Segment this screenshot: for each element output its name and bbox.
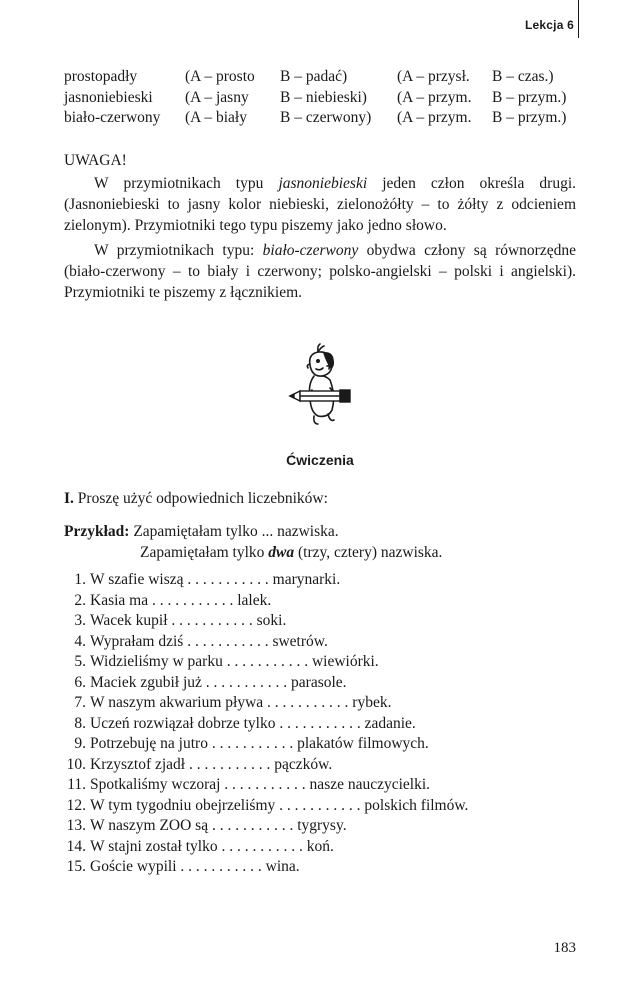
example-text: (trzy, cztery) nazwiska. (294, 544, 443, 561)
type-a: (A – przym. (397, 88, 472, 106)
note-example-word: jasnoniebieski (278, 175, 368, 192)
note-text: W przymiotnikach typu (94, 175, 279, 192)
part-b: B – niebieski) (280, 88, 367, 106)
task-number: I. (64, 490, 74, 507)
exercise-item: 2. Kasia ma . . . . . . . . . . . lalek. (74, 591, 272, 609)
type-b: B – przym.) (492, 88, 567, 106)
example-line-1: Zapamiętałam tylko ... nazwiska. (129, 523, 339, 540)
exercise-item: 15. Goście wypili . . . . . . . . . . . wina. (66, 858, 300, 875)
part-b: B – padać) (280, 68, 348, 85)
type-a: (A – przysł. (397, 68, 470, 85)
note-text: obydwa człony są równorzędne (biało-czerwony – to biały i czerwony; polsko-angielski – polski i angielski). Przymiotniki te piszemy z łącznikiem. (64, 242, 576, 301)
example-text: Zapamiętałam tylko (140, 544, 269, 561)
compound-word: jasnoniebieski (64, 88, 153, 106)
compound-word: biało-czerwony (64, 109, 161, 126)
section-title: Ćwiczenia (286, 452, 354, 468)
exercise-item: 9. Potrzebuję na jutro . . . . . . . . . . . plakatów filmowych. (74, 735, 429, 752)
header-rule (578, 0, 580, 38)
note-paragraph-2 (64, 240, 576, 303)
exercise-item: 6. Maciek zgubił już . . . . . . . . . . . parasole. (74, 673, 347, 691)
exercise-item: 10. Krzysztof zjadł . . . . . . . . . . . pączków. (66, 755, 333, 773)
example-line-2 (64, 542, 442, 563)
boy-with-pencil-illustration (274, 340, 364, 440)
exercise-item: 1. W szafie wiszą . . . . . . . . . . . marynarki. (74, 571, 341, 588)
exercise-list (64, 570, 468, 878)
part-a: (A – biały (185, 109, 247, 126)
exercise-item: 8. Uczeń rozwiązał dobrze tylko . . . . . . . . . . . zadanie. (74, 714, 416, 732)
task-text: Proszę użyć odpowiednich liczebników: (73, 490, 328, 507)
exercise-item: 11. Spotkaliśmy wczoraj . . . . . . . . . . . nasze nauczycielki. (67, 776, 431, 793)
part-b: B – czerwony) (280, 109, 372, 126)
exercise-item: 14. W stajni został tylko . . . . . . . . . . . koń. (66, 837, 334, 855)
type-b: B – przym.) (492, 109, 567, 126)
note-heading: UWAGA! (64, 152, 127, 169)
page-number: 183 (553, 940, 576, 956)
note-example-word: biało-czerwony (262, 242, 359, 259)
exercise-item: 3. Wacek kupił . . . . . . . . . . . soki. (74, 612, 287, 629)
exercise-item: 12. W tym tygodniu obejrzeliśmy . . . . . . . . . . . polskich filmów. (66, 796, 469, 814)
exercise-item: 5. Widzieliśmy w parku . . . . . . . . . . . wiewiórki. (74, 653, 379, 670)
example-block (64, 521, 442, 563)
part-a: (A – jasny (185, 88, 249, 106)
note-text: jeden człon określa drugi. (Jasnoniebieski to jasny kolor niebieski, zielonożółty – to żółty z odcieniem zielonym). Przymiotniki tego typu piszemy jako jedno słowo. (64, 175, 577, 234)
task-instruction (64, 490, 328, 508)
exercise-item: 13. W naszym ZOO są . . . . . . . . . . . tygrysy. (66, 817, 347, 834)
type-a: (A – przym. (397, 109, 472, 126)
example-label: Przykład: (64, 523, 130, 540)
example-answer: dwa (268, 544, 295, 561)
compound-word: prostopadły (64, 68, 138, 85)
type-b: B – czas.) (492, 68, 554, 85)
exercise-item: 4. Wyprałam dziś . . . . . . . . . . . swetrów. (74, 632, 328, 650)
exercise-item: 7. W naszym akwarium pływa . . . . . . . . . . . rybek. (74, 694, 392, 711)
lesson-header: Lekcja 6 (525, 18, 574, 32)
part-a: (A – prosto (185, 68, 255, 85)
note-text: W przymiotnikach typu: (94, 242, 263, 259)
note-paragraph-1 (64, 173, 576, 236)
